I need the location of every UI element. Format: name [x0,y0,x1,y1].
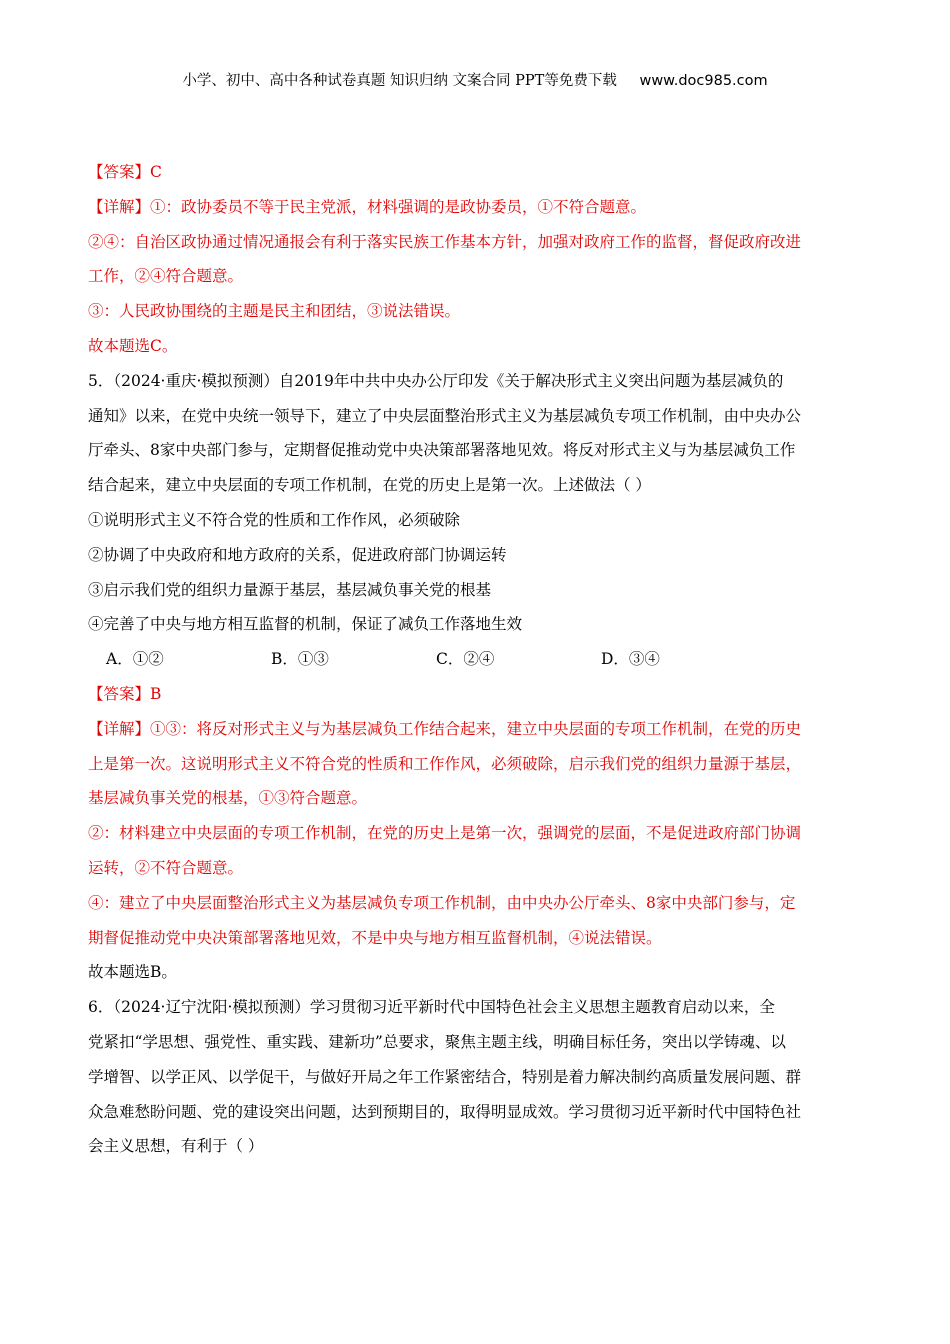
q5-detail-line: 运转，②不符合题意。 [88,858,244,877]
q4-detail-line: ②④：自治区政协通过情况通报会有利于落实民族工作基本方针，加强对政府工作的监督，督促政府改进 [88,232,802,251]
header-url[interactable]: www.doc985.com [639,73,768,89]
q6-stem-line: 学增智、以学正风、以学促干，与做好开局之年工作紧密结合，特别是着力解决制约高质量发展问题、群 [88,1067,802,1086]
page-header [0,69,950,90]
q5-statement: ①说明形式主义不符合党的性质和工作作风，必须破除 [88,510,461,529]
q4-detail-line: 【详解】①：政协委员不等于民主党派，材料强调的是政协委员，①不符合题意。 [88,197,647,216]
q5-detail-line: 上是第一次。这说明形式主义不符合党的性质和工作作风，必须破除，启示我们党的组织力量源于基层， [88,754,802,773]
q4-detail-line: 工作，②④符合题意。 [88,267,244,286]
q5-detail-line: ④：建立了中央层面整治形式主义为基层减负专项工作机制，由中央办公厅牵头、8家中央部门参与，定 [88,893,796,912]
q6-stem-line: 党紧扣“学思想、强党性、重实践、建新功”总要求，聚焦主题主线，明确目标任务，突出以学铸魂、以 [88,1032,786,1051]
q5-statement: ③启示我们党的组织力量源于基层，基层减负事关党的根基 [88,580,492,599]
q4-detail-line: ③：人民政协围绕的主题是民主和团结，③说法错误。 [88,302,461,321]
q5-statement: ②协调了中央政府和地方政府的关系，促进政府部门协调运转 [88,545,507,564]
q5-statement: ④完善了中央与地方相互监督的机制，保证了减负工作落地生效 [88,615,523,634]
q6-stem-line: 众急难愁盼问题、党的建设突出问题，达到预期目的，取得明显成效。学习贯彻习近平新时代中国特色社 [88,1102,802,1121]
q5-stem-line: 5．（2024·重庆·模拟预测）自2019年中共中央办公厅印发《关于解决形式主义突出问题为基层减负的 [88,371,784,390]
q5-option-c[interactable]: C．②④ [436,650,495,669]
q4-answer: 【答案】C [88,163,162,181]
q5-detail-line: 期督促推动党中央决策部署落地见效，不是中央与地方相互监督机制，④说法错误。 [88,928,662,947]
q5-detail-line: 【详解】①③：将反对形式主义与为基层减负工作结合起来，建立中央层面的专项工作机制，在党的历史 [88,719,802,738]
q5-detail-line: ②：材料建立中央层面的专项工作机制，在党的历史上是第一次，强调党的层面，不是促进政府部门协调 [88,824,802,843]
q5-conclusion: 故本题选B。 [88,963,177,982]
q6-stem-line: 6．（2024·辽宁沈阳·模拟预测）学习贯彻习近平新时代中国特色社会主义思想主题教育启动以来，全 [88,998,775,1017]
q5-option-b[interactable]: B．①③ [271,650,329,669]
q5-answer: 【答案】B [88,684,162,703]
q5-options [88,642,862,677]
q6-stem-line: 会主义思想，有利于（ ） [88,1137,264,1156]
document-body [88,155,862,1164]
q5-option-a[interactable]: A．①② [106,650,164,669]
q5-stem-line: 厅牵头、8家中央部门参与，定期督促推动党中央决策部署落地见效。将反对形式主义与为基层减负工作 [88,441,796,460]
q5-detail-line: 基层减负事关党的根基，①③符合题意。 [88,789,368,808]
header-text: 小学、初中、高中各种试卷真题 知识归纳 文案合同 PPT等免费下载 [182,73,617,89]
q5-stem-line: 结合起来，建立中央层面的专项工作机制，在党的历史上是第一次。上述做法（ ） [88,476,651,495]
q5-option-d[interactable]: D．③④ [601,650,660,669]
q4-conclusion: 故本题选C。 [88,336,178,355]
q5-stem-line: 通知》以来，在党中央统一领导下，建立了中央层面整治形式主义为基层减负专项工作机制，由中央办公 [88,406,802,425]
